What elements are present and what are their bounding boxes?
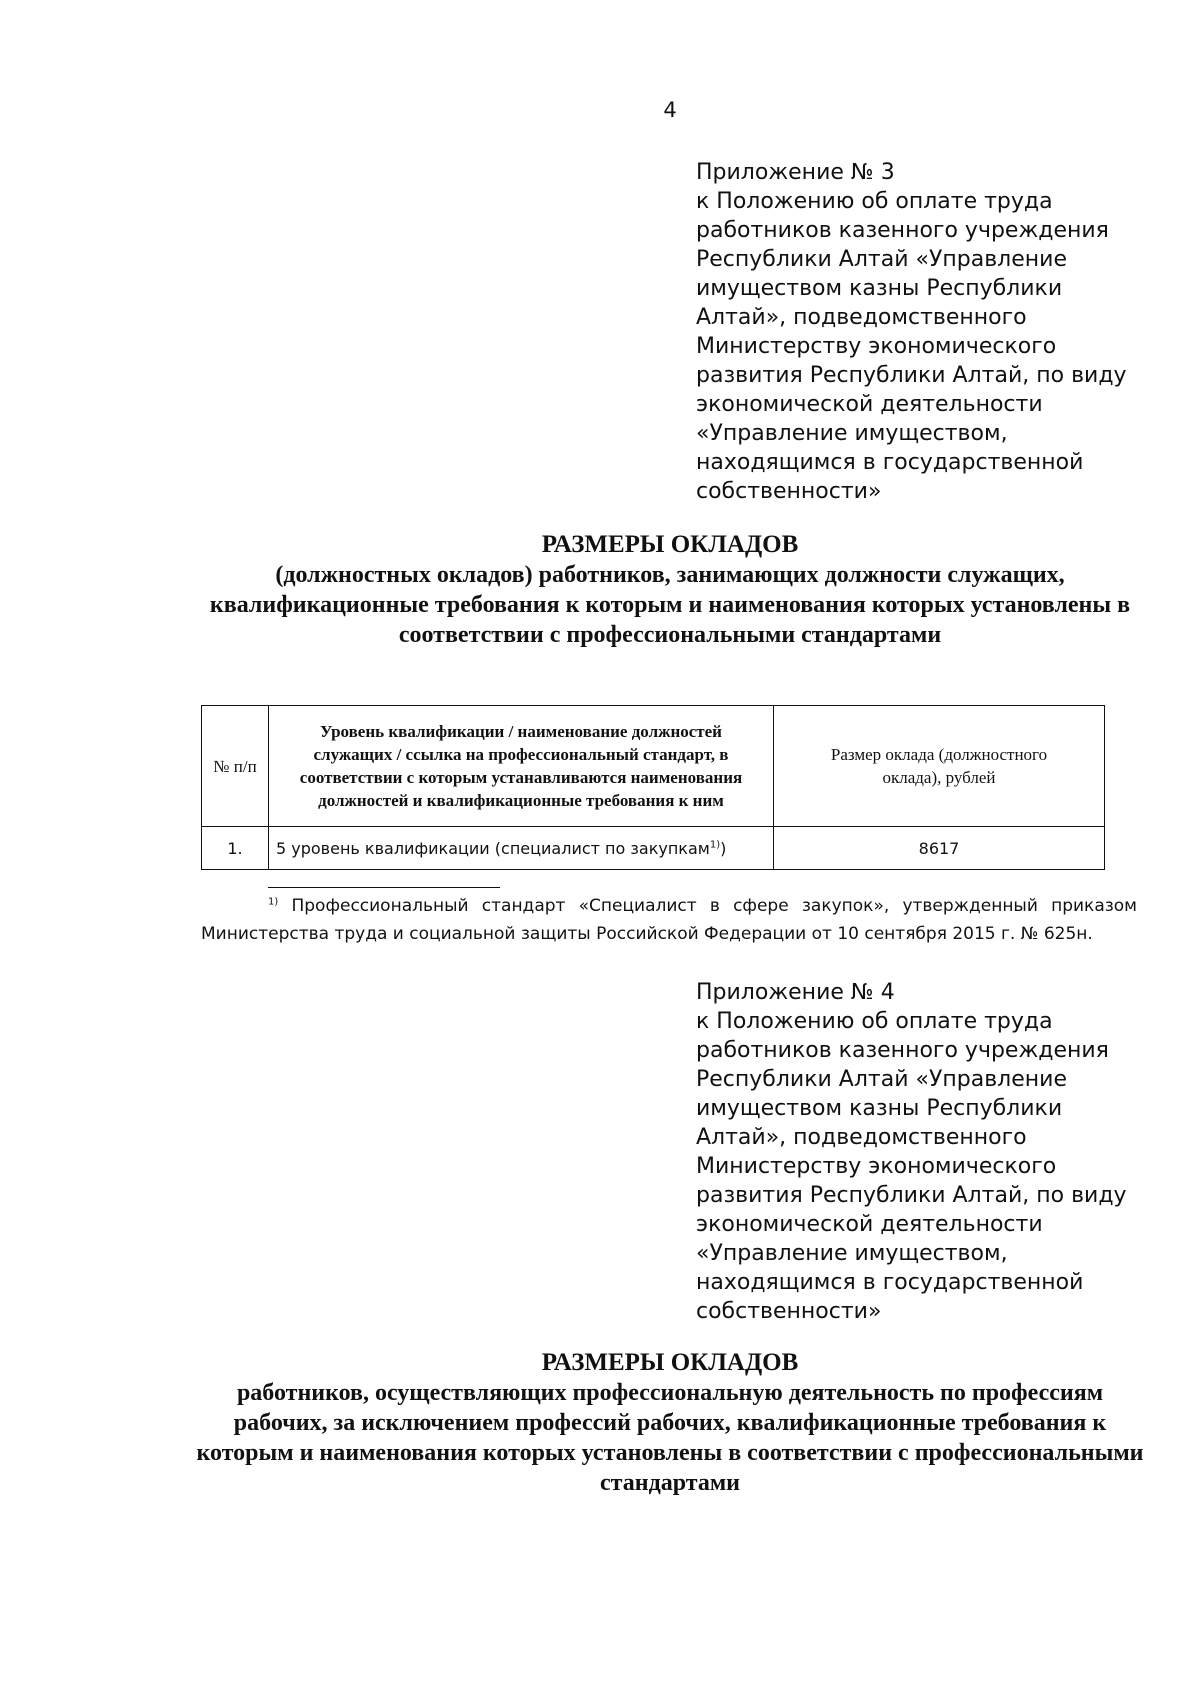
row-qualification-end: ) xyxy=(720,838,727,858)
footnote xyxy=(201,892,1137,948)
section-subtitle-line: соответствии с профессиональными стандартами xyxy=(398,622,942,648)
row-salary: 8617 xyxy=(774,827,1105,870)
header-qualification: Уровень квалификации / наименование должностей служащих / ссылка на профессиональный стандарт, в соответствии с которым устанавливаются наименования должностей и квалификационные требования к ним xyxy=(269,706,774,827)
appendix-3-header xyxy=(696,158,1127,506)
appendix-line: Республики Алтай «Управление xyxy=(696,247,1067,272)
section-title: РАЗМЕРЫ ОКЛАДОВ xyxy=(541,1349,799,1376)
section-subtitle-line: квалификационные требования к которым и наименования которых установлены в xyxy=(209,592,1131,618)
row-qualification xyxy=(269,827,774,870)
page-number: 4 xyxy=(663,98,677,122)
header-num: № п/п xyxy=(202,706,269,827)
appendix-line: к Положению об оплате труда xyxy=(696,1009,1053,1034)
section-subtitle-line: стандартами xyxy=(600,1470,740,1496)
appendix-line: имуществом казны Республики xyxy=(696,1096,1063,1121)
footnote-line xyxy=(201,892,1137,920)
footnote-line: Министерства труда и социальной защиты Российской Федерации от 10 сентября 2015 г. № 625н. xyxy=(201,924,1093,944)
section-subtitle-line: работников, осуществляющих профессиональную деятельность по профессиям xyxy=(236,1380,1104,1406)
footnote-divider xyxy=(268,887,500,888)
appendix-line: «Управление имуществом, xyxy=(696,421,1008,446)
salary-table xyxy=(201,705,1105,870)
footnote-mark: 1) xyxy=(268,896,279,908)
appendix-line: Алтай», подведомственного xyxy=(696,1125,1027,1150)
appendix-line: собственности» xyxy=(696,479,882,504)
appendix-line: собственности» xyxy=(696,1299,882,1324)
header-salary: Размер оклада (должностного оклада), рублей xyxy=(774,706,1105,827)
appendix-line: Алтай», подведомственного xyxy=(696,305,1027,330)
section-1-heading xyxy=(190,530,1150,650)
appendix-line: находящимся в государственной xyxy=(696,450,1084,475)
row-num: 1. xyxy=(202,827,269,870)
appendix-line: развития Республики Алтай, по виду xyxy=(696,1183,1127,1208)
appendix-line: работников казенного учреждения xyxy=(696,1038,1109,1063)
appendix-line: Министерству экономического xyxy=(696,334,1057,359)
section-subtitle-line: (должностных окладов) работников, занимающих должности служащих, xyxy=(275,562,1065,588)
footnote-ref: 1) xyxy=(709,839,721,851)
appendix-line: Приложение № 3 xyxy=(696,160,895,185)
appendix-line: Министерству экономического xyxy=(696,1154,1057,1179)
appendix-line: к Положению об оплате труда xyxy=(696,189,1053,214)
appendix-line: Приложение № 4 xyxy=(696,980,895,1005)
table-row xyxy=(202,827,1105,870)
appendix-line: развития Республики Алтай, по виду xyxy=(696,363,1127,388)
appendix-line: Республики Алтай «Управление xyxy=(696,1067,1067,1092)
appendix-line: имуществом казны Республики xyxy=(696,276,1063,301)
footnote-text: Профессиональный стандарт «Специалист в сфере закупок», утвержденный приказом xyxy=(291,896,1138,916)
row-qualification-text: 5 уровень квалификации (специалист по закупкам xyxy=(276,838,710,858)
appendix-4-header xyxy=(696,978,1127,1326)
section-subtitle-line: которым и наименования которых установлены в соответствии с профессиональными xyxy=(196,1440,1144,1466)
appendix-line: работников казенного учреждения xyxy=(696,218,1109,243)
section-title: РАЗМЕРЫ ОКЛАДОВ xyxy=(541,531,799,558)
appendix-line: «Управление имуществом, xyxy=(696,1241,1008,1266)
section-subtitle-line: рабочих, за исключением профессий рабочих, квалификационные требования к xyxy=(233,1410,1107,1436)
table-header-row xyxy=(202,706,1105,827)
appendix-line: находящимся в государственной xyxy=(696,1270,1084,1295)
section-2-heading xyxy=(190,1348,1150,1498)
appendix-line: экономической деятельности xyxy=(696,392,1043,417)
appendix-line: экономической деятельности xyxy=(696,1212,1043,1237)
